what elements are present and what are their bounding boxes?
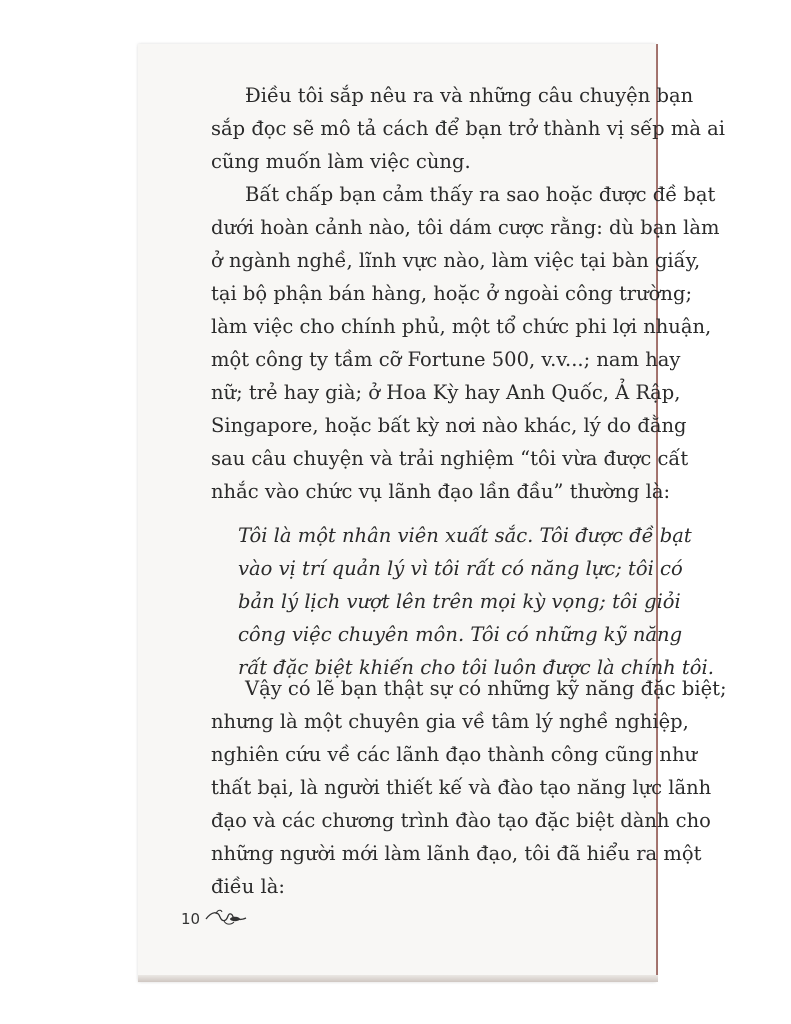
book-page [138,44,727,982]
paragraph-2-line: sau câu chuyện và trải nghiệm “tôi vừa được cất [211,447,689,470]
paragraph-2-line: tại bộ phận bán hàng, hoặc ở ngoài công trường; [211,282,693,305]
block-quote [238,519,714,684]
page-number: 10 [181,910,201,928]
paragraph-2-line: làm việc cho chính phủ, một tổ chức phi lợi nhuận, [211,315,712,338]
flourish-icon [204,907,248,931]
paragraph-2-line: ở ngành nghề, lĩnh vực nào, làm việc tại bàn giấy, [211,249,701,272]
paragraph-2-line: Bất chấp bạn cảm thấy ra sao hoặc được đề bạt [245,183,716,206]
quote-line: rất đặc biệt khiến cho tôi luôn được là chính tôi. [238,656,714,679]
page-footer [181,906,248,932]
paragraph-1-line: Điều tôi sắp nêu ra và những câu chuyện bạn [245,84,694,107]
paragraph-3-line: nhưng là một chuyên gia về tâm lý nghề nghiệp, [211,710,689,733]
main-text-top [211,79,726,508]
paragraph-2-line: nhắc vào chức vụ lãnh đạo lần đầu” thường là: [211,480,671,503]
quote-line: công việc chuyên môn. Tôi có những kỹ năng [238,623,683,646]
paragraph-3-line: thất bại, là người thiết kế và đào tạo năng lực lãnh [211,776,712,799]
paragraph-1-line: sắp đọc sẽ mô tả cách để bạn trở thành vị sếp mà ai [211,117,726,140]
paragraph-2-line: nữ; trẻ hay già; ở Hoa Kỳ hay Anh Quốc, Ả Rập, [211,381,681,404]
main-text-bottom [211,672,727,903]
paragraph-3-line: điều là: [211,875,285,898]
paragraph-3-line: Vậy có lẽ bạn thật sự có những kỹ năng đặc biệt; [245,677,727,700]
paragraph-2-line: một công ty tầm cỡ Fortune 500, v.v...; nam hay [211,348,681,371]
paragraph-3-line: nghiên cứu về các lãnh đạo thành công cũng như [211,743,698,766]
paragraph-3-line: những người mới làm lãnh đạo, tôi đã hiểu ra một [211,842,702,865]
quote-line: Tôi là một nhân viên xuất sắc. Tôi được đề bạt [238,524,692,547]
paragraph-1-line: cũng muốn làm việc cùng. [211,150,471,173]
paragraph-2-line: Singapore, hoặc bất kỳ nơi nào khác, lý do đằng [211,414,687,437]
quote-line: bản lý lịch vượt lên trên mọi kỳ vọng; tôi giỏi [238,590,681,613]
paragraph-2-line: dưới hoàn cảnh nào, tôi dám cược rằng: dù bạn làm [211,216,720,239]
quote-line: vào vị trí quản lý vì tôi rất có năng lực; tôi có [238,557,683,580]
paragraph-3-line: đạo và các chương trình đào tạo đặc biệt dành cho [211,809,711,832]
page-edge-bottom [138,975,658,982]
